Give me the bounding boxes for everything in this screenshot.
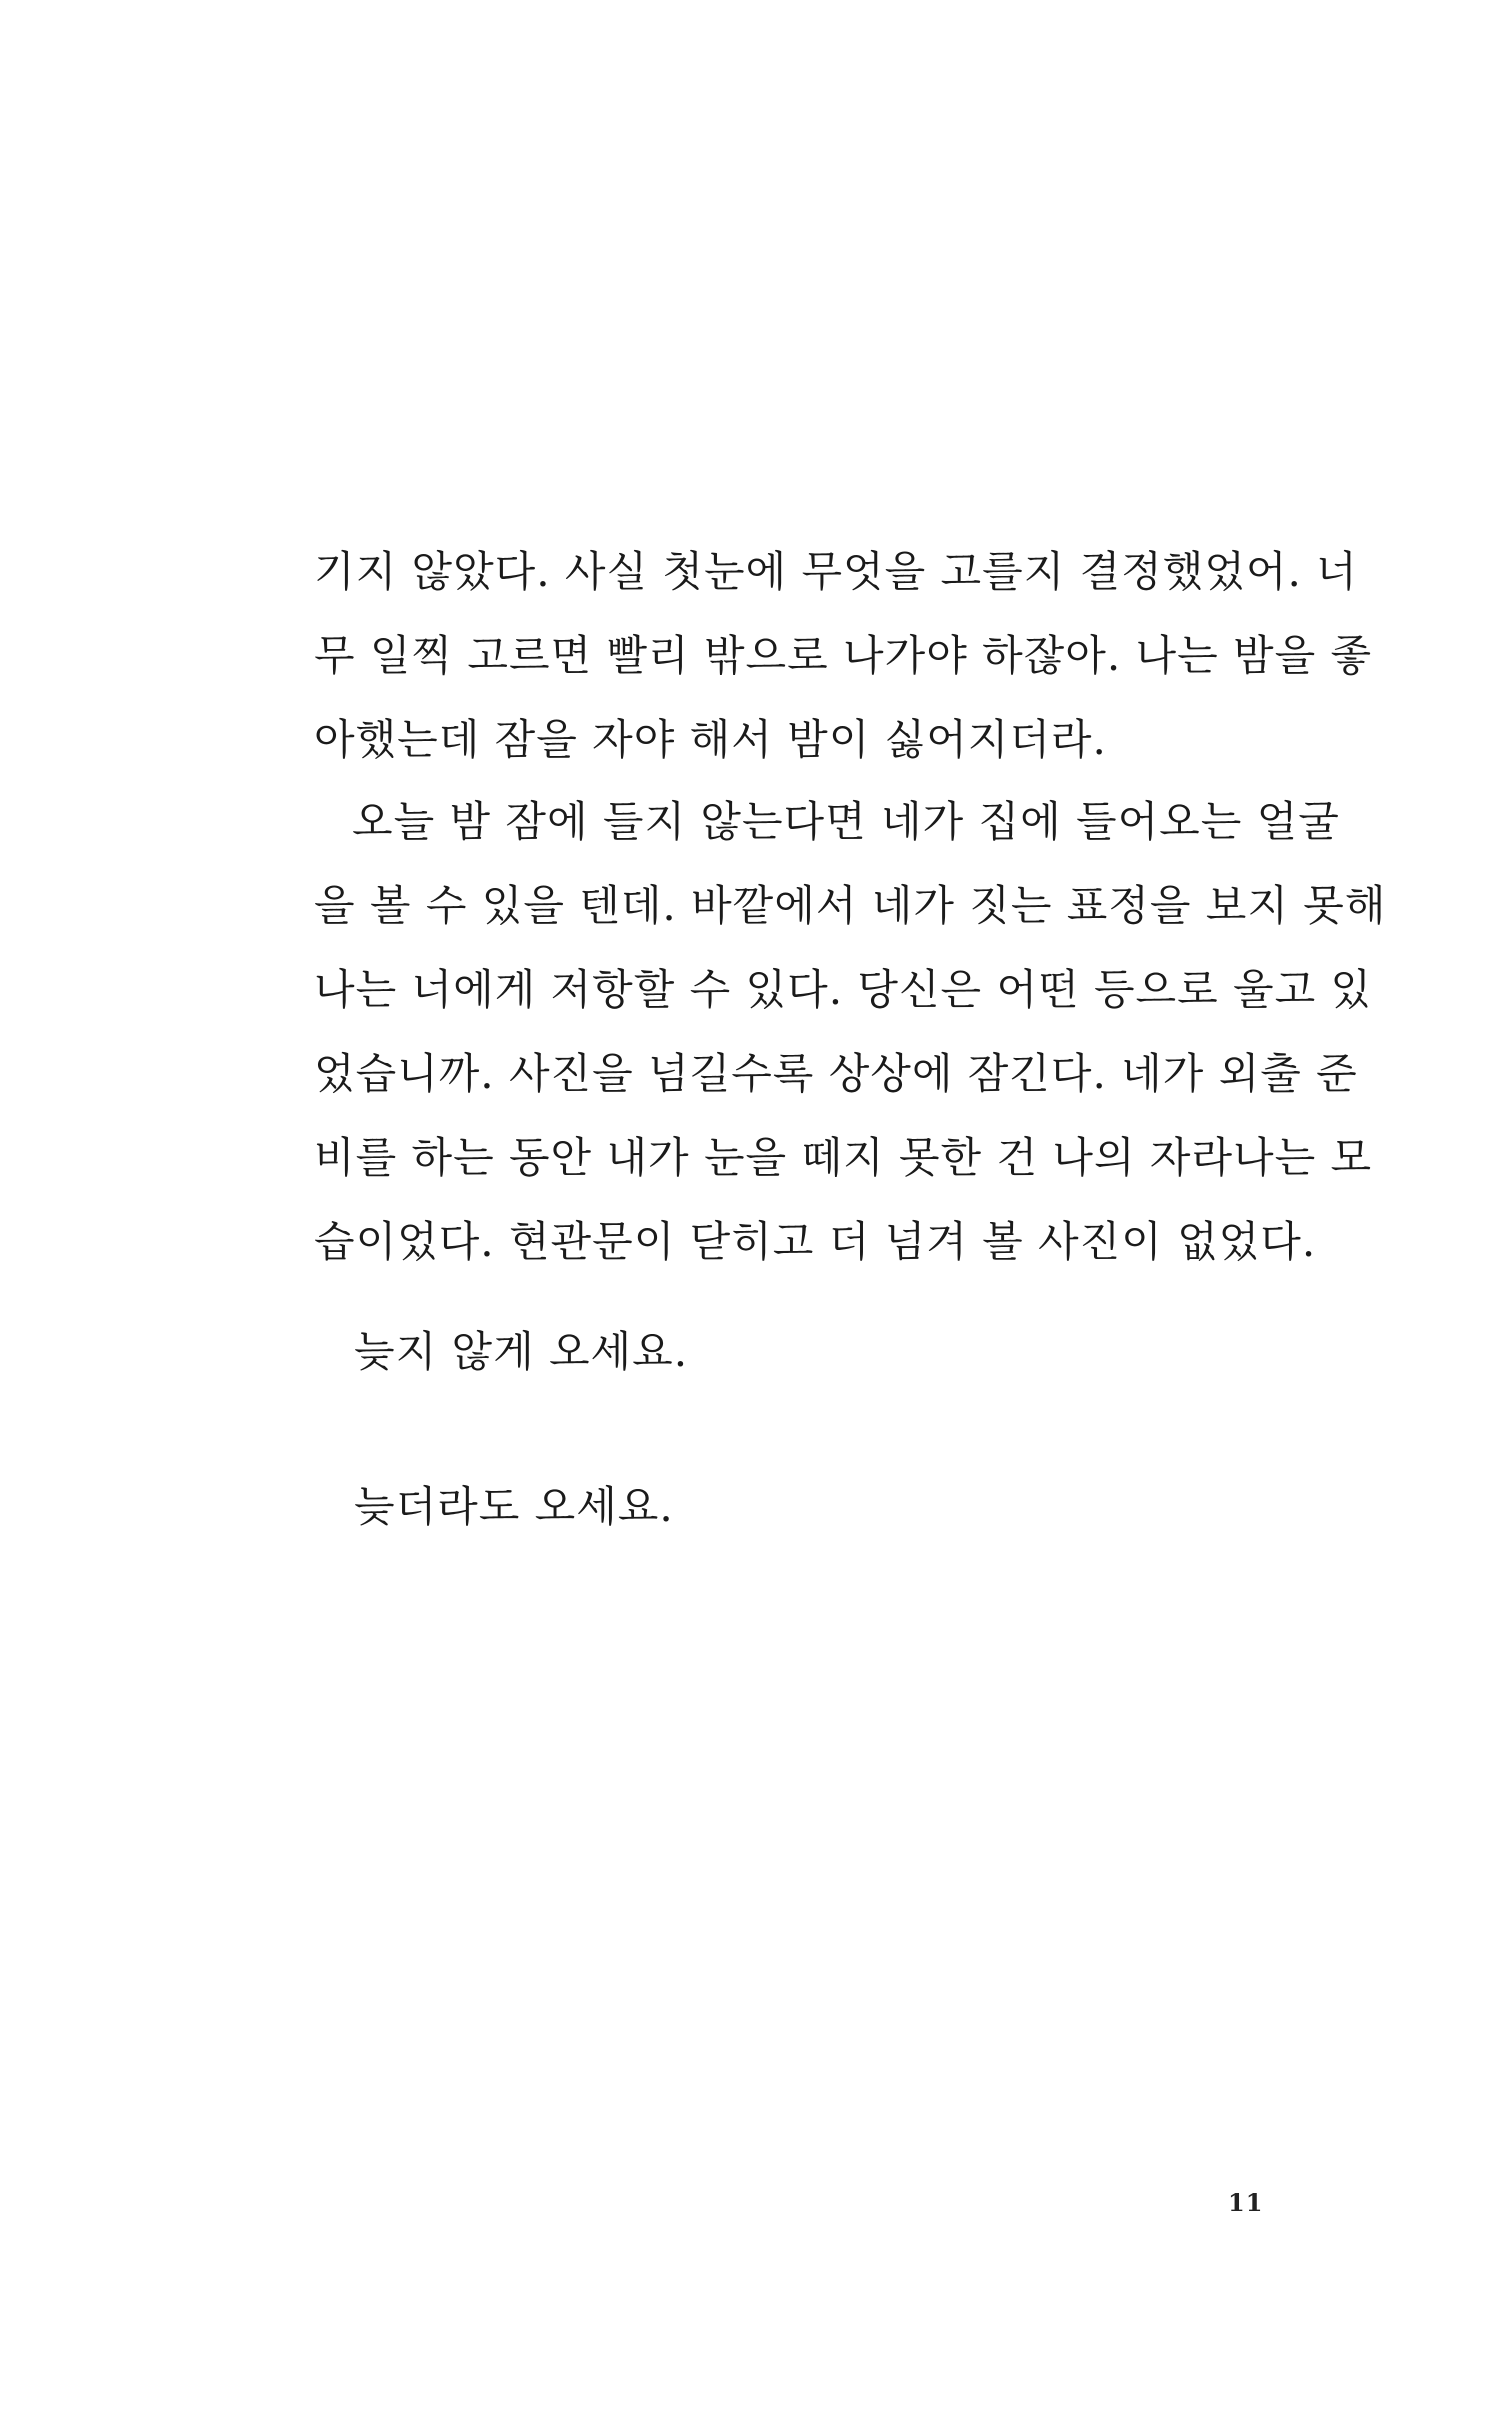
page-number: 11 xyxy=(1228,2188,1264,2217)
paragraph-2 xyxy=(314,780,1387,1284)
text-line: 을 볼 수 있을 텐데. 바깥에서 네가 짓는 표정을 보지 못해 xyxy=(314,881,1387,930)
text-line: 습이었다. 현관문이 닫히고 더 넘겨 볼 사진이 없었다. xyxy=(314,1217,1317,1266)
dialogue-line: 늦더라도 오세요. xyxy=(354,1482,674,1531)
text-line: 오늘 밤 잠에 들지 않는다면 네가 집에 들어오는 얼굴 xyxy=(352,797,1340,846)
dialogue-line: 늦지 않게 오세요. xyxy=(354,1327,689,1376)
text-line: 나는 너에게 저항할 수 있다. 당신은 어떤 등으로 울고 있 xyxy=(314,965,1373,1014)
text-line: 아했는데 잠을 자야 해서 밤이 싫어지더라. xyxy=(314,715,1107,764)
text-line: 비를 하는 동안 내가 눈을 떼지 못한 건 나의 자라나는 모 xyxy=(314,1133,1373,1182)
paragraph-1 xyxy=(314,530,1373,782)
text-line: 무 일찍 고르면 빨리 밖으로 나가야 하잖아. 나는 밤을 좋 xyxy=(314,631,1373,680)
text-line: 었습니까. 사진을 넘길수록 상상에 잠긴다. 네가 외출 준 xyxy=(314,1049,1358,1098)
text-line: 기지 않았다. 사실 첫눈에 무엇을 고를지 결정했었어. 너 xyxy=(314,547,1358,596)
